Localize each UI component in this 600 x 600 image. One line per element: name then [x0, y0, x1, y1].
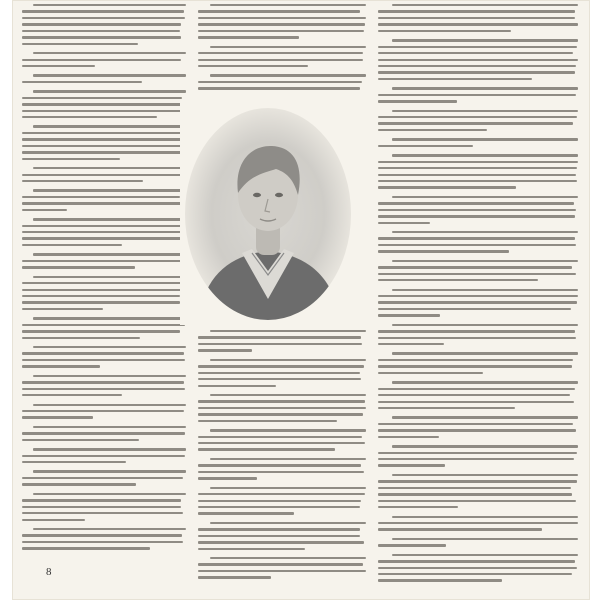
text-line — [22, 416, 93, 418]
text-line — [378, 129, 487, 131]
text-line — [378, 372, 483, 374]
text-line — [198, 81, 362, 83]
text-line — [33, 189, 186, 191]
text-line — [198, 378, 361, 380]
text-line — [210, 74, 366, 76]
text-line — [378, 365, 572, 367]
text-line — [22, 43, 138, 45]
text-line — [378, 487, 571, 489]
text-line — [198, 36, 299, 38]
text-line — [392, 138, 578, 140]
text-line — [198, 436, 362, 438]
text-line — [22, 132, 183, 134]
text-line — [198, 349, 252, 351]
paragraph-gap — [378, 586, 578, 589]
middle-lower-text-column — [198, 330, 366, 586]
text-line — [33, 276, 186, 278]
text-line — [198, 23, 365, 25]
text-line — [22, 352, 184, 354]
text-line — [378, 244, 576, 246]
text-line — [378, 423, 573, 425]
text-line — [378, 337, 576, 339]
text-line — [378, 493, 572, 495]
text-line — [22, 455, 185, 457]
text-line — [378, 10, 575, 12]
text-line — [33, 125, 186, 127]
text-line — [392, 416, 578, 418]
text-line — [378, 202, 574, 204]
paragraph-gap — [22, 554, 186, 557]
text-line — [198, 413, 363, 415]
text-line — [378, 209, 576, 211]
text-line — [392, 445, 578, 447]
text-line — [378, 186, 516, 188]
text-line — [198, 65, 308, 67]
text-line — [378, 71, 575, 73]
text-line — [378, 330, 575, 332]
text-line — [378, 167, 577, 169]
text-line — [22, 209, 67, 211]
text-line — [22, 237, 183, 239]
text-line — [22, 266, 135, 268]
text-line — [378, 544, 446, 546]
text-line — [33, 470, 186, 472]
newsletter-page — [12, 0, 590, 600]
text-line — [392, 110, 578, 112]
text-line — [22, 324, 185, 326]
text-line — [22, 202, 185, 204]
text-line — [22, 97, 182, 99]
text-line — [210, 394, 366, 396]
text-line — [33, 404, 186, 406]
text-line — [378, 266, 572, 268]
text-line — [392, 196, 578, 198]
text-line — [22, 410, 184, 412]
middle-text-column — [198, 4, 366, 94]
text-line — [22, 308, 103, 310]
text-line — [33, 448, 186, 450]
text-line — [378, 295, 578, 297]
text-line — [210, 429, 366, 431]
text-line — [210, 330, 366, 332]
portrait-photo — [180, 103, 356, 325]
text-line — [378, 237, 575, 239]
text-line — [210, 458, 366, 460]
text-line — [198, 464, 361, 466]
text-line — [378, 59, 578, 61]
text-line — [22, 301, 180, 303]
text-line — [22, 541, 183, 543]
text-line — [378, 359, 573, 361]
text-line — [378, 23, 578, 25]
text-line — [378, 560, 575, 562]
text-line — [378, 407, 515, 409]
text-line — [210, 359, 366, 361]
text-line — [198, 336, 361, 338]
text-line — [33, 426, 186, 428]
text-line — [198, 493, 365, 495]
text-line — [22, 388, 185, 390]
text-line — [198, 442, 365, 444]
text-line — [198, 477, 257, 479]
text-line — [378, 116, 577, 118]
text-line — [198, 506, 360, 508]
text-line — [22, 547, 150, 549]
text-line — [33, 375, 186, 377]
text-line — [392, 289, 578, 291]
text-line — [378, 528, 542, 530]
text-line — [210, 4, 366, 6]
text-line — [378, 161, 578, 163]
text-line — [22, 174, 181, 176]
text-line — [198, 570, 366, 572]
text-line — [22, 506, 181, 508]
text-line — [198, 541, 364, 543]
text-line — [378, 480, 577, 482]
text-line — [378, 174, 576, 176]
text-line — [33, 493, 186, 495]
text-line — [378, 308, 571, 310]
text-line — [198, 500, 361, 502]
text-line — [198, 372, 360, 374]
text-line — [378, 500, 576, 502]
text-line — [378, 458, 574, 460]
text-line — [33, 218, 186, 220]
text-line — [198, 30, 364, 32]
text-line — [22, 381, 184, 383]
text-line — [198, 10, 360, 12]
text-line — [378, 250, 509, 252]
text-line — [392, 352, 578, 354]
text-line — [210, 557, 366, 559]
text-line — [22, 483, 136, 485]
text-line — [378, 506, 458, 508]
text-line — [22, 116, 157, 118]
text-line — [210, 46, 366, 48]
text-line — [392, 554, 578, 556]
text-line — [210, 522, 366, 524]
text-line — [22, 180, 143, 182]
text-line — [378, 46, 577, 48]
text-line — [198, 400, 365, 402]
text-line — [198, 528, 360, 530]
left-text-column — [22, 4, 186, 557]
text-line — [378, 273, 576, 275]
text-line — [392, 231, 578, 233]
text-line — [378, 279, 538, 281]
text-line — [210, 487, 366, 489]
text-line — [378, 30, 511, 32]
text-line — [378, 17, 575, 19]
text-line — [22, 512, 183, 514]
text-line — [378, 573, 572, 575]
text-line — [392, 260, 578, 262]
text-line — [22, 260, 184, 262]
text-line — [378, 180, 577, 182]
text-line — [22, 439, 139, 441]
text-line — [392, 538, 578, 540]
text-line — [198, 563, 363, 565]
text-line — [378, 94, 576, 96]
text-line — [22, 295, 180, 297]
text-line — [22, 138, 181, 140]
text-line — [198, 17, 366, 19]
text-line — [33, 90, 186, 92]
text-line — [378, 388, 575, 390]
text-line — [198, 535, 360, 537]
text-line — [392, 324, 578, 326]
text-line — [33, 253, 186, 255]
text-line — [198, 548, 305, 550]
text-line — [22, 59, 181, 61]
text-line — [378, 522, 578, 524]
text-line — [22, 365, 100, 367]
text-line — [22, 36, 181, 38]
text-line — [378, 401, 574, 403]
text-line — [378, 222, 430, 224]
text-line — [198, 471, 364, 473]
text-line — [33, 4, 186, 6]
text-line — [378, 343, 444, 345]
text-line — [22, 10, 184, 12]
text-line — [378, 100, 457, 102]
text-line — [198, 448, 335, 450]
text-line — [198, 365, 364, 367]
text-line — [22, 23, 181, 25]
text-line — [22, 110, 185, 112]
text-line — [22, 289, 185, 291]
text-line — [392, 516, 578, 518]
text-line — [378, 122, 573, 124]
text-line — [22, 244, 122, 246]
text-line — [22, 17, 185, 19]
text-line — [33, 317, 186, 319]
text-line — [22, 145, 182, 147]
text-line — [378, 78, 532, 80]
text-line — [378, 579, 502, 581]
text-line — [198, 407, 366, 409]
text-line — [392, 474, 578, 476]
text-line — [33, 74, 186, 76]
text-line — [22, 103, 183, 105]
oval-portrait-photo-icon — [180, 103, 356, 325]
text-line — [378, 464, 445, 466]
text-line — [378, 394, 570, 396]
right-text-column — [378, 4, 578, 589]
text-line — [378, 429, 576, 431]
text-line — [378, 215, 575, 217]
text-line — [22, 158, 120, 160]
paragraph-gap — [198, 583, 366, 586]
text-line — [198, 420, 337, 422]
page-number: 8 — [46, 566, 52, 578]
text-line — [22, 151, 182, 153]
text-line — [22, 282, 182, 284]
text-line — [22, 337, 140, 339]
text-line — [22, 330, 180, 332]
text-line — [198, 59, 363, 61]
text-line — [198, 52, 363, 54]
text-line — [378, 52, 573, 54]
text-line — [378, 65, 576, 67]
text-line — [22, 196, 180, 198]
text-line — [33, 346, 186, 348]
text-line — [392, 39, 578, 41]
text-line — [22, 81, 142, 83]
text-line — [22, 534, 182, 536]
text-line — [392, 154, 578, 156]
text-line — [22, 225, 182, 227]
text-line — [22, 499, 181, 501]
text-line — [22, 231, 182, 233]
text-line — [33, 167, 186, 169]
text-line — [22, 30, 180, 32]
text-line — [392, 381, 578, 383]
text-line — [22, 394, 122, 396]
text-line — [22, 359, 185, 361]
text-line — [198, 87, 360, 89]
text-line — [198, 343, 362, 345]
text-line — [378, 567, 577, 569]
text-line — [22, 477, 183, 479]
text-line — [198, 576, 271, 578]
text-line — [378, 314, 440, 316]
text-line — [378, 145, 473, 147]
text-line — [22, 461, 126, 463]
text-line — [378, 452, 577, 454]
text-line — [378, 301, 577, 303]
text-line — [22, 65, 95, 67]
text-line — [33, 52, 186, 54]
text-line — [198, 512, 294, 514]
text-line — [22, 432, 185, 434]
text-line — [378, 436, 439, 438]
text-line — [22, 519, 85, 521]
text-line — [392, 4, 578, 6]
text-line — [198, 385, 276, 387]
text-line — [392, 87, 578, 89]
text-line — [33, 528, 186, 530]
